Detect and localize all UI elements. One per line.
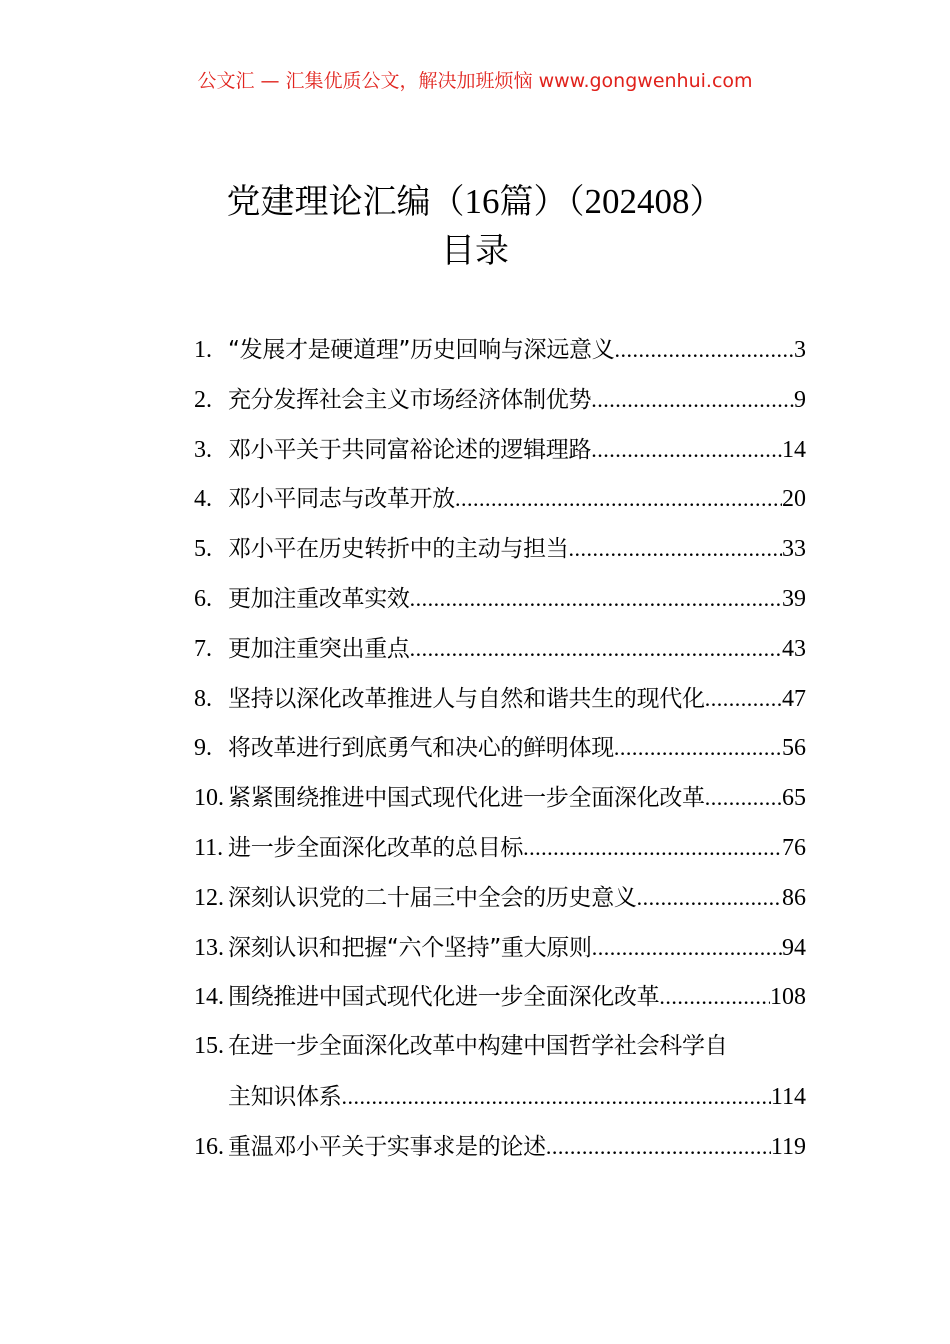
site-header-link[interactable]: 公文汇 — 汇集优质公文，解决加班烦恼 www.gongwenhui.com bbox=[197, 70, 753, 92]
toc-title: “发展才是硬道理”历史回响与深远意义 bbox=[228, 337, 615, 363]
toc-entry-13[interactable] bbox=[194, 923, 806, 973]
toc-title: 充分发挥社会主义市场经济体制优势 bbox=[228, 386, 592, 413]
toc-entry-3[interactable] bbox=[194, 425, 806, 475]
toc-entry-7[interactable] bbox=[194, 624, 806, 674]
document-title bbox=[0, 180, 950, 224]
toc-leader-dots bbox=[637, 873, 782, 923]
toc-page-number: 33 bbox=[782, 536, 806, 563]
toc-number: 2. bbox=[194, 386, 212, 413]
toc-page-number: 47 bbox=[782, 685, 806, 712]
toc-entry-15[interactable] bbox=[194, 1022, 806, 1122]
toc-page-number: 86 bbox=[782, 884, 806, 911]
toc-page-number: 20 bbox=[782, 486, 806, 513]
toc-title: 进一步全面深化改革的总目标 bbox=[228, 834, 524, 861]
toc-number: 12. bbox=[194, 884, 224, 911]
toc-page-number: 56 bbox=[782, 735, 806, 762]
toc-page-number: 119 bbox=[770, 1133, 806, 1160]
toc-entry-8[interactable] bbox=[194, 674, 806, 724]
toc-title: 深刻认识党的二十届三中全会的历史意义 bbox=[228, 884, 637, 911]
toc-leader-dots bbox=[342, 1072, 771, 1122]
title-count: 16 bbox=[464, 182, 500, 221]
toc-leader-dots bbox=[592, 923, 782, 973]
toc-number: 10. bbox=[194, 785, 224, 812]
toc-entry-14[interactable] bbox=[194, 972, 806, 1022]
toc-number: 3. bbox=[194, 436, 212, 463]
toc-entry-1[interactable] bbox=[194, 325, 806, 375]
toc-leader-dots bbox=[614, 723, 782, 773]
toc-leader-dots bbox=[569, 524, 782, 574]
toc-title-line-1: 在进一步全面深化改革中构建中国哲学社会科学自 bbox=[228, 1033, 728, 1060]
toc-number: 6. bbox=[194, 585, 212, 612]
toc-title: 更加注重突出重点 bbox=[228, 635, 410, 662]
toc-number: 4. bbox=[194, 486, 212, 513]
toc-page-number: 114 bbox=[770, 1083, 806, 1110]
toc-leader-dots bbox=[614, 325, 794, 375]
toc-page-number: 108 bbox=[770, 984, 806, 1011]
toc-title: 紧紧围绕推进中国式现代化进一步全面深化改革 bbox=[228, 785, 705, 812]
toc-heading: 目录 bbox=[441, 231, 509, 271]
toc-entry-10[interactable] bbox=[194, 773, 806, 823]
toc-title: 邓小平在历史转折中的主动与担当 bbox=[228, 536, 569, 563]
toc-leader-dots bbox=[591, 375, 794, 425]
toc-entry-12[interactable] bbox=[194, 873, 806, 923]
title-mid: 篇）（ bbox=[499, 182, 585, 222]
toc-number: 7. bbox=[194, 635, 212, 662]
toc-page-number: 43 bbox=[782, 635, 806, 662]
title-suffix: ） bbox=[689, 182, 724, 222]
toc-page-number: 76 bbox=[782, 834, 806, 861]
toc-page-number: 9 bbox=[794, 386, 806, 413]
toc-leader-dots bbox=[591, 425, 782, 475]
toc-page-number: 65 bbox=[782, 785, 806, 812]
toc-number: 16. bbox=[194, 1133, 224, 1160]
toc-title: 邓小平关于共同富裕论述的逻辑理路 bbox=[228, 436, 592, 463]
toc-number: 9. bbox=[194, 735, 212, 762]
toc-number: 14. bbox=[194, 984, 224, 1011]
toc-entry-5[interactable] bbox=[194, 524, 806, 574]
toc-leader-dots bbox=[546, 1122, 771, 1172]
toc-number: 5. bbox=[194, 536, 212, 563]
toc-entry-4[interactable] bbox=[194, 474, 806, 524]
toc-leader-dots bbox=[705, 773, 782, 823]
toc-entry-11[interactable] bbox=[194, 823, 806, 873]
toc-page-number: 39 bbox=[782, 585, 806, 612]
toc-page-number: 94 bbox=[782, 934, 806, 961]
toc-title: 将改革进行到底勇气和决心的鲜明体现 bbox=[228, 735, 614, 762]
toc-title: 邓小平同志与改革开放 bbox=[228, 486, 456, 513]
toc-number: 15. bbox=[194, 1033, 224, 1060]
toc-leader-dots bbox=[659, 972, 770, 1022]
toc-number: 13. bbox=[194, 934, 224, 961]
toc-number: 11. bbox=[194, 834, 224, 861]
toc-page-number: 14 bbox=[782, 436, 806, 463]
toc-title: 坚持以深化改革推进人与自然和谐共生的现代化 bbox=[228, 685, 705, 712]
toc-title: 深刻认识和把握“六个坚持”重大原则 bbox=[228, 934, 592, 961]
toc-title-line-2: 主知识体系 bbox=[228, 1083, 342, 1110]
toc-entry-2[interactable] bbox=[194, 375, 806, 425]
toc-entry-16[interactable] bbox=[194, 1122, 806, 1172]
toc-leader-dots bbox=[455, 474, 782, 524]
title-date: 202408 bbox=[584, 182, 690, 221]
toc-page-number: 3 bbox=[794, 337, 806, 363]
table-of-contents bbox=[194, 325, 806, 1172]
toc-leader-dots bbox=[410, 574, 782, 624]
toc-leader-dots bbox=[523, 823, 782, 873]
toc-number: 8. bbox=[194, 685, 212, 712]
toc-leader-dots bbox=[705, 674, 782, 724]
toc-number: 1. bbox=[194, 337, 212, 363]
title-prefix: 党建理论汇编（ bbox=[226, 182, 465, 222]
toc-leader-dots bbox=[410, 624, 782, 674]
toc-entry-6[interactable] bbox=[194, 574, 806, 624]
toc-title: 重温邓小平关于实事求是的论述 bbox=[228, 1133, 546, 1160]
toc-entry-9[interactable] bbox=[194, 723, 806, 773]
toc-title: 更加注重改革实效 bbox=[228, 585, 410, 612]
toc-title: 围绕推进中国式现代化进一步全面深化改革 bbox=[228, 984, 660, 1011]
